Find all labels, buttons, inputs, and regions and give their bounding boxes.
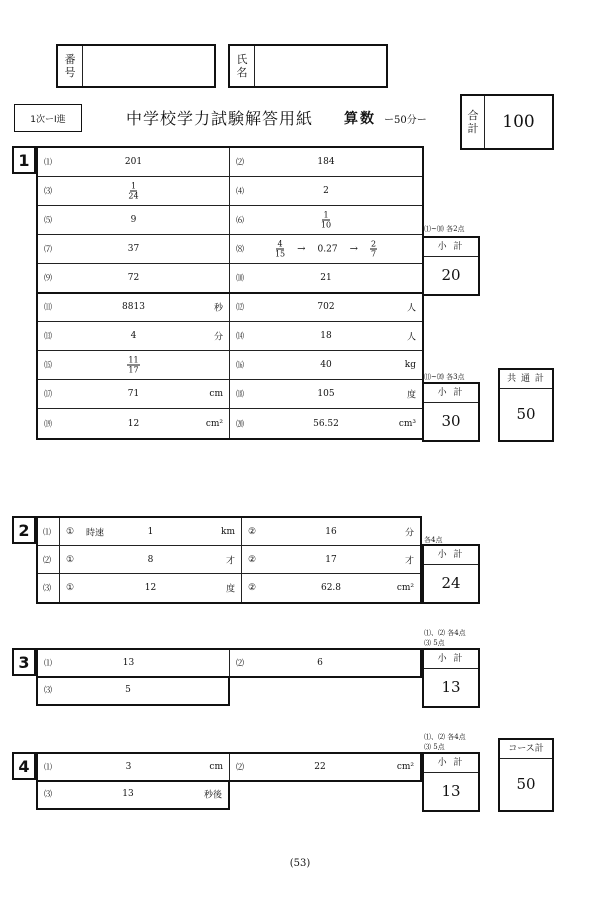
question-number: ⑴ — [43, 527, 51, 536]
total-score-box — [460, 94, 554, 150]
answer-cell[interactable] — [38, 264, 230, 293]
question-number: ⑵ — [236, 658, 244, 668]
answer-cell[interactable] — [230, 235, 422, 264]
question-number: ⑽ — [236, 273, 244, 283]
question-number: ⑴ — [44, 762, 52, 772]
duration-label: ー50分ー — [384, 115, 427, 126]
question-number: ⒄ — [44, 389, 52, 399]
answer-value: 2 — [323, 186, 329, 196]
answer-value: 184 — [317, 157, 335, 167]
answer-value: 1 — [147, 526, 154, 537]
section-1-points-note-a: ⑴~⑽ 各2点 — [424, 225, 465, 233]
question-number: ⑿ — [236, 302, 244, 312]
answer-cell[interactable] — [230, 293, 422, 322]
answer-cell[interactable] — [230, 380, 422, 409]
answer-value: 12 — [144, 583, 157, 593]
answer-value: 702 — [317, 302, 335, 312]
question-number: ⑵ — [236, 762, 244, 772]
section-4-row-1 — [36, 752, 422, 782]
section-4-points-note-b: ⑶ 5点 — [424, 743, 445, 751]
common-total-box: 共 通 計 50 — [498, 368, 554, 442]
question-number: ⑶ — [44, 186, 52, 196]
section-4-subtotal-value: 13 — [441, 782, 461, 800]
question-number: ⒆ — [44, 419, 52, 428]
answer-unit: km — [221, 526, 235, 537]
question-number: ⑶ — [44, 685, 52, 695]
question-number: ⒃ — [236, 360, 244, 370]
answer-unit: cm² — [396, 583, 414, 593]
question-number: ⑵ — [43, 555, 51, 564]
student-name-box — [228, 44, 388, 88]
section-4-row-2 — [36, 780, 230, 810]
answer-cell[interactable] — [60, 546, 242, 574]
answer-unit: cm² — [396, 762, 414, 772]
answer-cell[interactable] — [230, 409, 422, 438]
total-score-label: 合 計 — [462, 96, 485, 148]
question-number: ⒀ — [44, 331, 52, 341]
part-marker: ① — [66, 526, 75, 537]
question-number: ⑻ — [236, 244, 244, 254]
answer-fraction — [127, 356, 139, 375]
answer-cell[interactable] — [38, 380, 230, 409]
section-2-subtotal: 小 計 24 — [422, 544, 480, 604]
answer-value: 9 — [130, 215, 137, 225]
answer-value: 12 — [127, 418, 140, 429]
answer-value: 201 — [124, 157, 143, 167]
section-4-number: 4 — [12, 752, 36, 780]
section-1-points-note-b: ⑾~⒇ 各3点 — [424, 373, 465, 381]
section-3-row-2 — [36, 676, 230, 706]
part-marker: ② — [248, 583, 257, 593]
answer-cell[interactable] — [38, 148, 230, 177]
sequence-fraction-end-denominator: 7 — [370, 249, 377, 259]
answer-fraction-denominator: 10 — [320, 220, 332, 230]
subject-label: 算数 — [344, 111, 376, 127]
sequence-fraction-start — [275, 240, 285, 259]
course-total-box: コース計 50 — [498, 738, 554, 812]
question-number: ⑴ — [44, 658, 52, 668]
question-number: ⑴ — [44, 157, 52, 167]
question-number: ⒇ — [236, 419, 244, 428]
section-3-number: 3 — [12, 648, 36, 676]
answer-unit: cm² — [205, 418, 223, 429]
answer-value: 4 — [130, 331, 137, 341]
section-4-points-note-a: ⑴、⑵ 各4点 — [424, 733, 466, 741]
sequence-fraction-start-denominator: 15 — [274, 249, 286, 259]
answer-unit: 人 — [406, 332, 416, 343]
question-number: ⑹ — [236, 215, 244, 225]
section-1-subtotal-b: 小 計 30 — [422, 382, 480, 442]
answer-unit: cm — [209, 762, 223, 772]
answer-cell[interactable] — [38, 322, 230, 351]
answer-unit: cm — [209, 389, 223, 399]
sequence-fraction-end — [370, 240, 377, 259]
answer-value: 3 — [125, 762, 132, 772]
answer-cell[interactable] — [38, 235, 230, 264]
section-3-points-note-a: ⑴、⑵ 各4点 — [424, 629, 466, 637]
course-total-value: 50 — [516, 775, 536, 793]
answer-value — [58, 182, 209, 201]
answer-fraction-numerator: 1 — [323, 210, 329, 220]
answer-prefix: 時速 — [86, 528, 105, 538]
part-marker: ② — [248, 554, 257, 565]
answer-fraction — [128, 182, 138, 201]
section-2-answer-grid — [36, 516, 422, 604]
answer-cell[interactable] — [38, 351, 230, 380]
answer-unit: 秒後 — [203, 790, 222, 801]
answer-unit: cm³ — [398, 418, 416, 429]
answer-unit: 分 — [404, 528, 414, 538]
answer-unit: 才 — [225, 556, 235, 566]
answer-value: 71 — [127, 389, 140, 399]
question-number: ⑷ — [236, 186, 244, 196]
answer-fraction — [321, 211, 331, 230]
section-3-points-note-b: ⑶ 5点 — [424, 639, 445, 647]
answer-cell[interactable] — [230, 206, 422, 235]
section-2-points-note: 各4点 — [424, 536, 443, 544]
student-name-field[interactable] — [255, 46, 386, 86]
answer-cell[interactable] — [38, 293, 230, 322]
answer-unit: 才 — [404, 556, 414, 566]
question-number-cell — [38, 574, 60, 602]
answer-cell[interactable] — [38, 206, 230, 235]
answer-cell[interactable] — [230, 148, 422, 177]
answer-unit: 秒 — [213, 303, 223, 314]
question-number: ⒁ — [236, 331, 244, 341]
section-2-subtotal-value: 24 — [441, 574, 461, 592]
section-1-subtotal-b-value: 30 — [441, 412, 461, 430]
answer-cell[interactable] — [230, 322, 422, 351]
answer-value: 6 — [317, 658, 323, 668]
answer-value: 8813 — [122, 302, 145, 312]
answer-unit: 分 — [213, 332, 223, 343]
answer-unit: 人 — [406, 303, 416, 314]
answer-cell[interactable] — [60, 518, 242, 546]
answer-value: 72 — [127, 273, 140, 283]
answer-cell[interactable] — [230, 264, 422, 293]
question-number-cell — [38, 518, 60, 546]
section-3-row-1 — [36, 648, 422, 678]
answer-cell[interactable] — [230, 351, 422, 380]
answer-value — [58, 356, 209, 375]
answer-value: 56.52 — [313, 418, 339, 429]
section-1-answer-grid — [36, 146, 424, 440]
answer-value: 5 — [125, 685, 131, 695]
answer-fraction-numerator: 1 — [130, 181, 137, 191]
arrow-icon: → — [349, 243, 358, 255]
student-number-field[interactable] — [83, 46, 214, 86]
section-1-subtotal-a: 小 計 20 — [422, 236, 480, 296]
question-number: ⒂ — [44, 360, 52, 370]
exam-tag: 1次ーⅠ進 — [14, 104, 82, 132]
answer-cell[interactable] — [38, 650, 230, 676]
section-3-subtotal-value: 13 — [441, 678, 461, 696]
answer-cell[interactable] — [242, 518, 420, 546]
answer-value: 17 — [325, 554, 337, 565]
answer-value: 18 — [320, 331, 332, 341]
part-marker: ① — [66, 583, 75, 593]
answer-value — [250, 240, 402, 259]
answer-unit: 度 — [406, 390, 416, 401]
question-number: ⑸ — [44, 215, 52, 225]
answer-cell[interactable] — [230, 754, 420, 780]
answer-cell[interactable] — [242, 574, 420, 602]
page-title: 中学校学力試験解答用紙 — [126, 109, 314, 128]
answer-value: 8 — [147, 554, 154, 565]
section-4-subtotal: 小 計 13 — [422, 752, 480, 812]
answer-cell[interactable] — [38, 676, 228, 704]
question-number: ⑼ — [44, 273, 52, 283]
answer-cell[interactable] — [38, 409, 230, 438]
section-2-number: 2 — [12, 516, 36, 544]
answer-value: 105 — [317, 389, 335, 399]
arrow-icon: → — [297, 243, 306, 255]
sequence-middle-value: 0.27 — [317, 244, 338, 254]
answer-value: 37 — [127, 244, 140, 254]
answer-cell[interactable] — [38, 177, 230, 206]
answer-cell[interactable] — [60, 574, 242, 602]
section-1-divider — [38, 292, 422, 294]
answer-cell[interactable] — [230, 177, 422, 206]
answer-cell[interactable] — [38, 780, 228, 808]
part-marker: ② — [248, 526, 257, 537]
page-number: (53) — [289, 858, 311, 869]
sequence-fraction-end-numerator: 2 — [370, 239, 377, 249]
question-number: ⑶ — [43, 583, 51, 593]
student-name-label: 氏 名 — [230, 46, 255, 86]
section-1-subtotal-a-value: 20 — [441, 266, 461, 284]
section-3-subtotal: 小 計 13 — [422, 648, 480, 708]
answer-value: 13 — [122, 658, 135, 668]
answer-unit: kg — [404, 360, 416, 370]
answer-cell[interactable] — [242, 546, 420, 574]
answer-fraction-denominator: 24 — [128, 191, 139, 201]
question-number: ⑵ — [236, 157, 244, 167]
question-number: ⑺ — [44, 244, 52, 254]
common-total-value: 50 — [516, 405, 536, 423]
student-number-box — [56, 44, 216, 88]
section-1-number: 1 — [12, 146, 36, 174]
answer-cell[interactable] — [230, 650, 420, 676]
answer-unit: 度 — [225, 584, 235, 595]
answer-value: 22 — [314, 762, 326, 772]
question-number: ⑶ — [44, 789, 52, 799]
student-number-label: 番 号 — [58, 46, 83, 86]
answer-fraction-numerator: 11 — [128, 355, 139, 365]
answer-value: 21 — [320, 273, 332, 283]
answer-value: 62.8 — [320, 583, 342, 593]
answer-fraction-denominator: 17 — [128, 365, 139, 375]
sequence-fraction-start-numerator: 4 — [277, 239, 283, 249]
answer-value: 16 — [325, 526, 337, 537]
question-number-cell — [38, 546, 60, 574]
answer-value — [250, 211, 402, 230]
answer-value: 40 — [320, 360, 332, 370]
part-marker: ① — [66, 554, 75, 565]
answer-value: 13 — [122, 789, 134, 799]
answer-cell[interactable] — [38, 754, 230, 780]
total-score-value: 100 — [502, 112, 535, 132]
question-number: ⒅ — [236, 389, 244, 399]
question-number: ⑾ — [44, 302, 52, 312]
